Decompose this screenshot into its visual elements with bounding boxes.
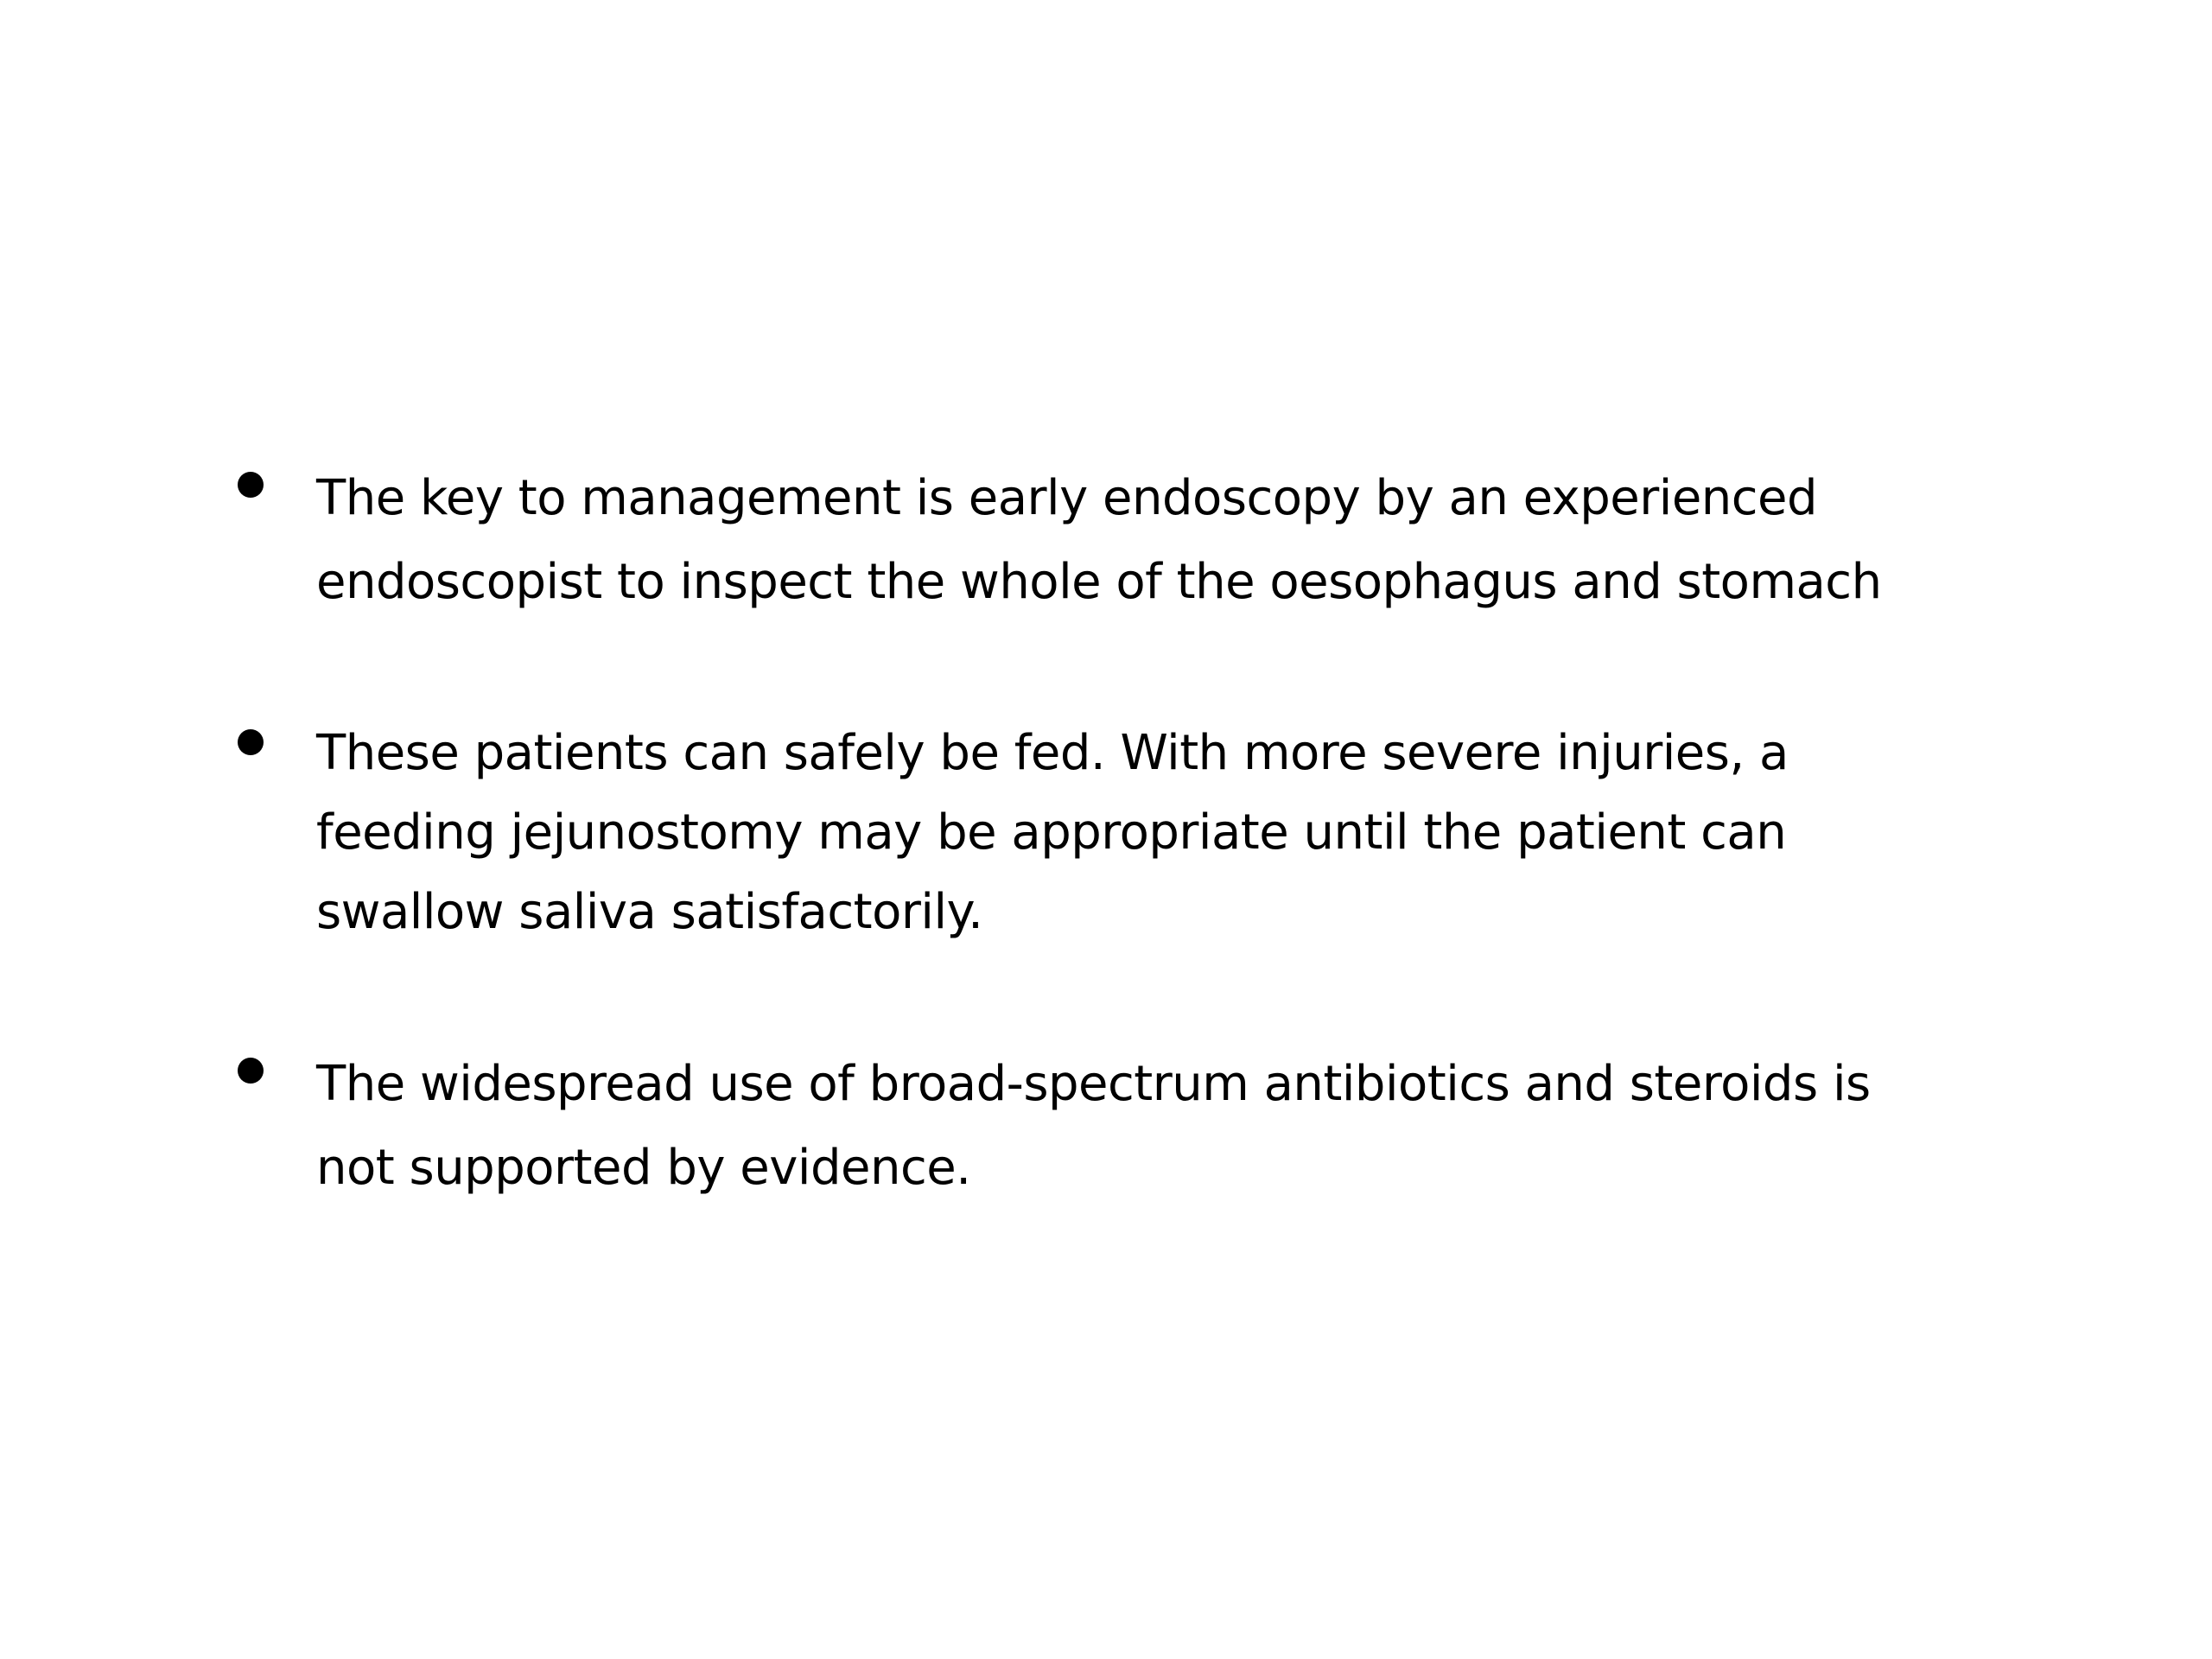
bullet-text: The key to management is early endoscopy by an experienced endoscopist to inspect the whole of the oesophagus and stomach [316,470,1882,610]
bullet-dot-icon [238,1058,264,1084]
bullet-text: The widespread use of broad-spectrum antibiotics and steroids is not supported by evidence. [316,1056,1871,1196]
bullet-text: These patients can safely be fed. With more severe injuries, a feeding jejunostomy may be appropriate until the patient can swallow saliva satisfactorily. [316,725,1789,940]
bullet-dot-icon [238,729,264,755]
bullet-dot-icon [238,472,264,498]
